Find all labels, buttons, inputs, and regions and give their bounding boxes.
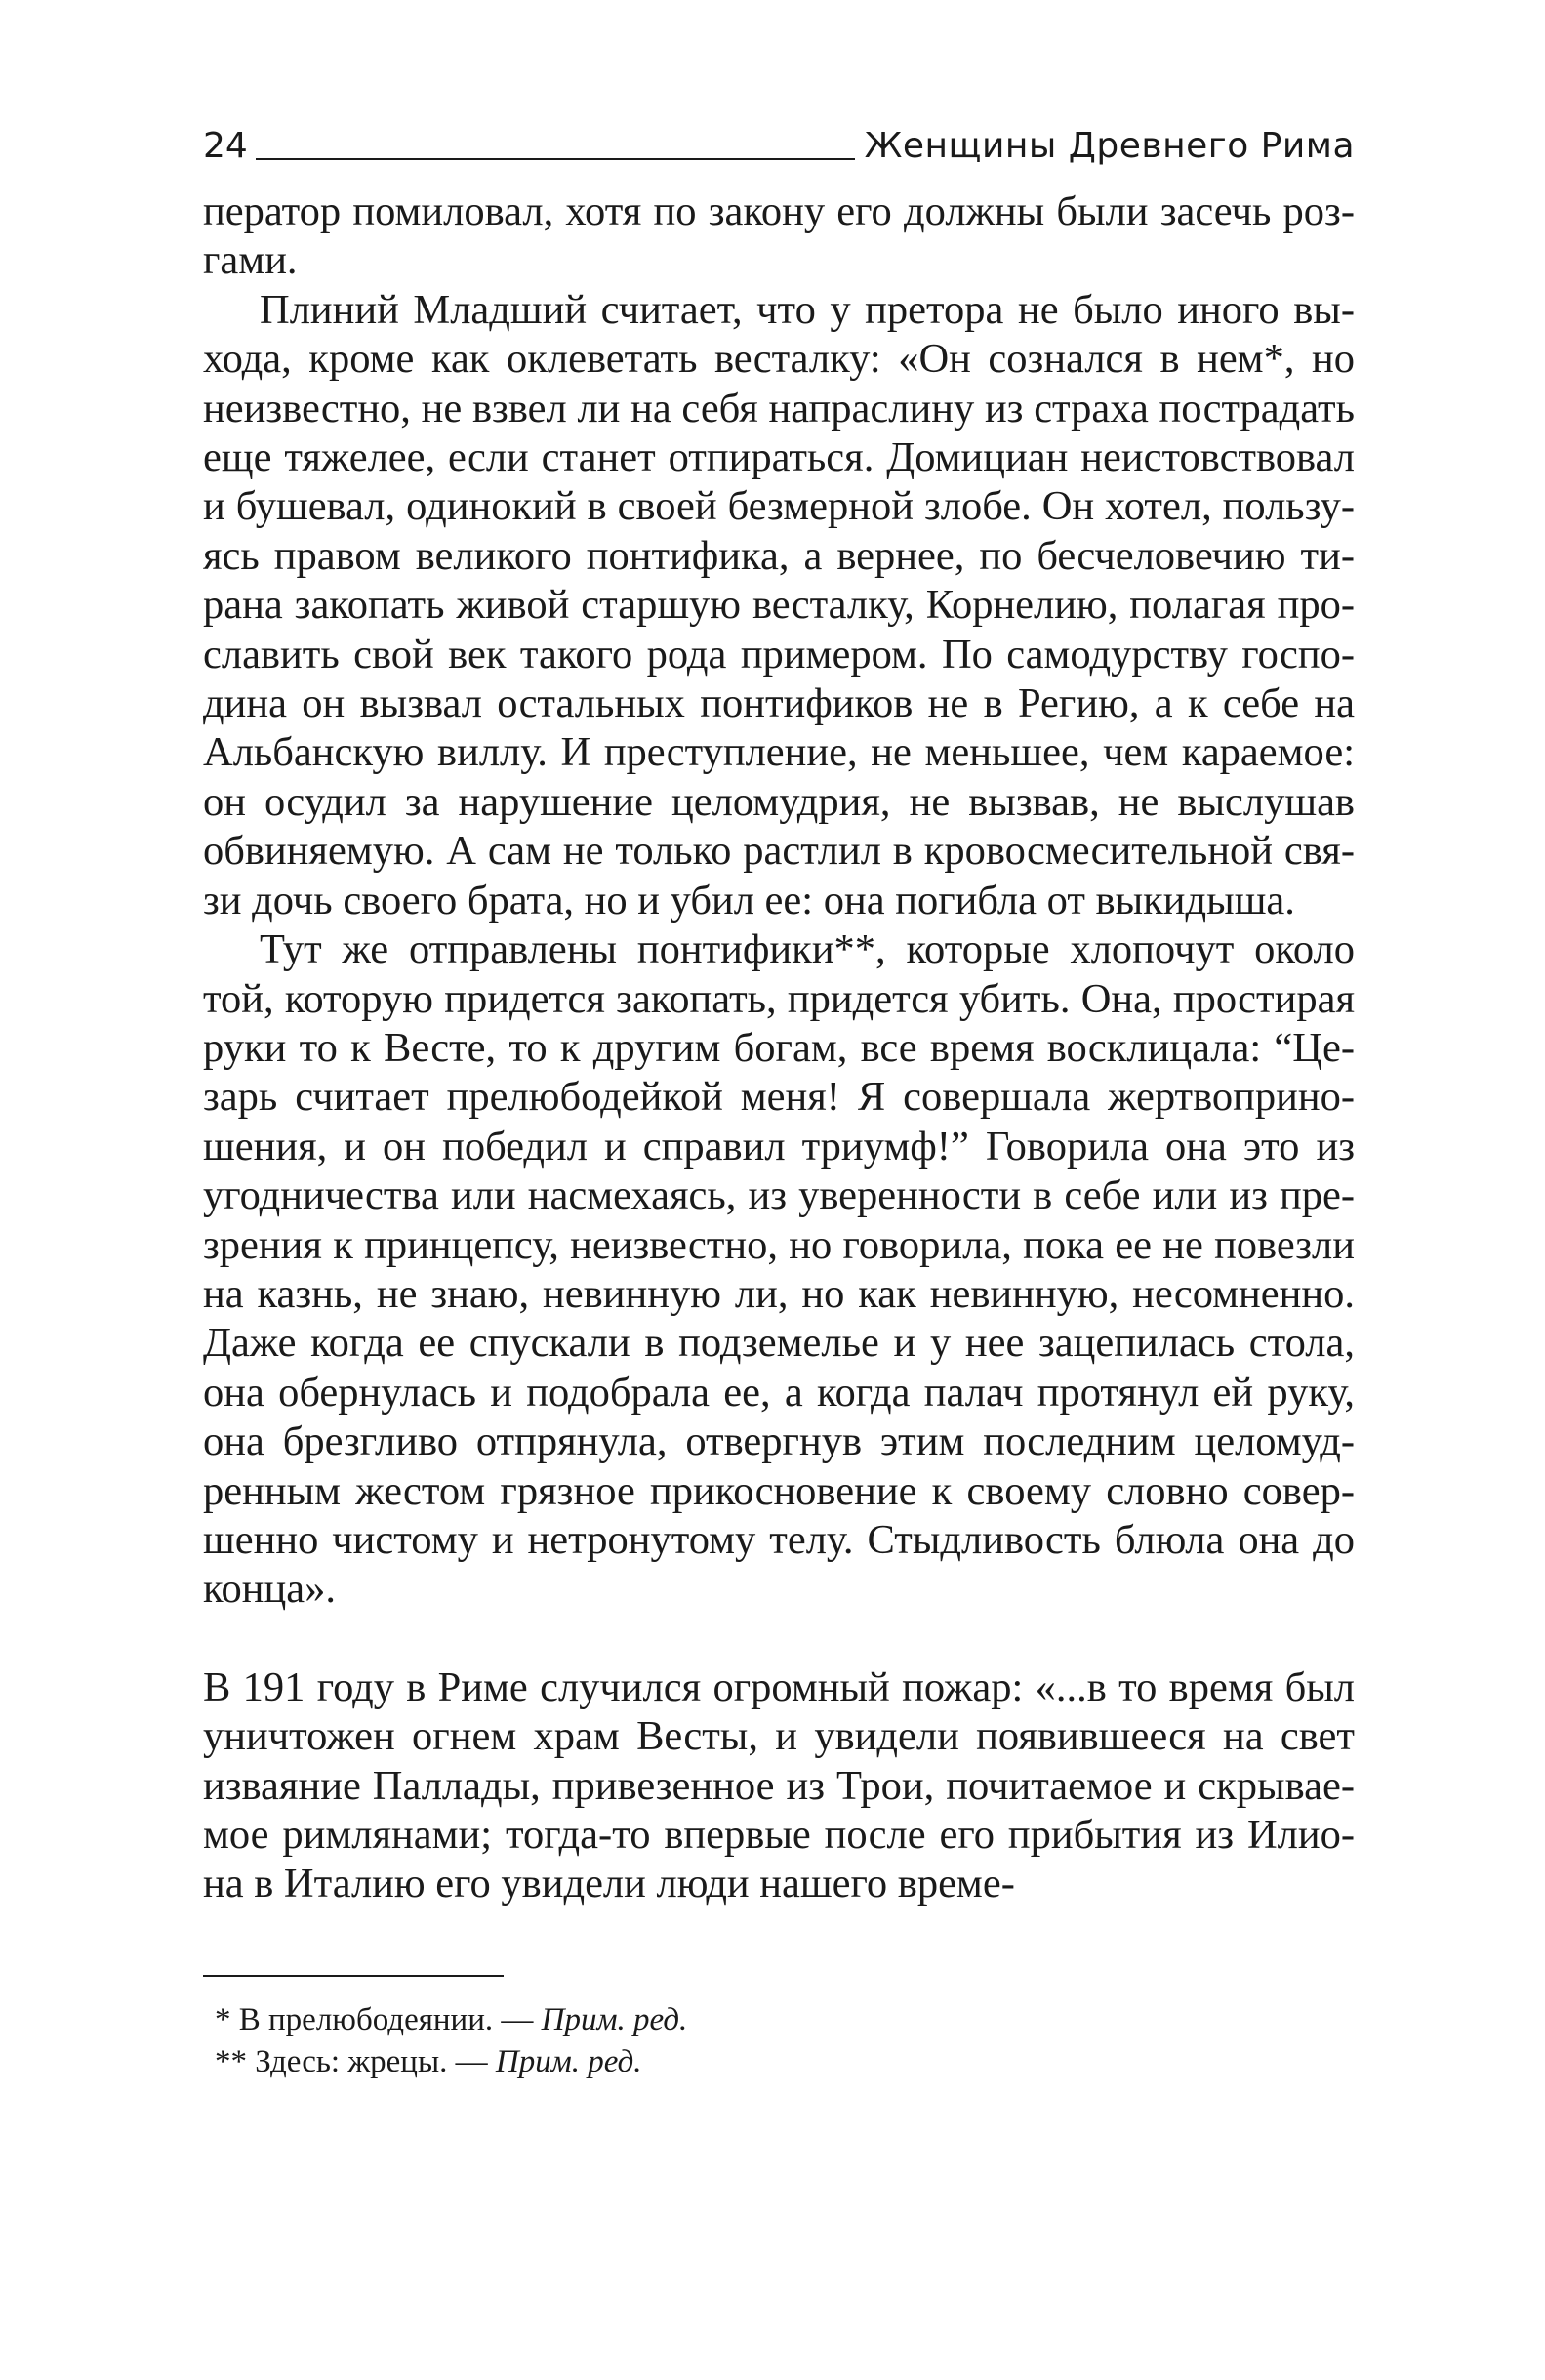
- footnote-note: Прим. ред.: [495, 2044, 642, 2079]
- running-header: [203, 107, 1355, 166]
- header-rule: [256, 158, 855, 160]
- footnote-divider: [203, 1975, 504, 1977]
- body-text: [203, 187, 1355, 1909]
- paragraph-continuation: ператор помиловал, хотя по закону его должны были засечь розгами.: [203, 188, 1355, 284]
- paragraph-pliny: Плиний Младший считает, что у претора не было иного выхода, кроме как оклеветать весталку: «Он сознался в нем*, но неизвестно, не взвел ли на себя напраслину из страха пострадать еще тяжелее, если станет отпираться. Домициан неистовствовал и бушевал, одинокий в своей безмерной злобе. Он хотел, пользуясь правом великого понтифика, а вернее, по бесчеловечию тирана закопать живой старшую весталку, Корнелию, полагая прославить свой век такого рода примером. По самодурству господина он вызвал остальных понтификов не в Регию, а к себе на Альбанскую виллу. И преступление, не меньшее, чем караемое: он осудил за нарушение целомудрия, не вызвав, не выслушав обвиняемую. А сам не только растлил в кровосмесительной связи дочь своего брата, но и убил ее: она погибла от выкидыша.: [203, 286, 1355, 923]
- footnote-2: [215, 2041, 1288, 2083]
- footnotes: [215, 1999, 1288, 2083]
- book-title: Женщины Древнего Рима: [864, 126, 1355, 166]
- footnote-1: [215, 1999, 1288, 2041]
- footnote-text: В прелюбодеянии. —: [238, 2002, 542, 2037]
- footnote-text: Здесь: жрецы. —: [255, 2044, 496, 2079]
- paragraph-fire: В 191 году в Риме случился огромный пожар: «...в то время был уничтожен огнем храм Весты, и увидели появившееся на свет изваяние Паллады, привезенное из Трои, почитаемое и скрываемое римлянами; тогда-то впервые после его прибытия из Илиона в Италию его увидели люди нашего време-: [203, 1663, 1355, 1908]
- footnote-note: Прим. ред.: [541, 2002, 688, 2037]
- footnote-marker: **: [215, 2044, 247, 2079]
- footnote-marker: *: [215, 2002, 231, 2037]
- paragraph-pontiffs: Тут же отправлены понтифики**, которые хлопочут около той, которую придется закопать, придется убить. Она, простирая руки то к Весте, то к другим богам, все время восклицала: “Цезарь считает прелюбодейкой меня! Я совершала жертвоприношения, и он победил и справил триумф!” Говорила она это из угодничества или насмехаясь, из уверенности в себе или из презрения к принцепсу, неизвестно, но говорила, пока ее не повезли на казнь, не знаю, невинную ли, но как невинную, несомненно. Даже когда ее спускали в подземелье и у нее зацепилась стола, она обернулась и подобрала ее, а когда палач протянул ей руку, она брезгливо отпрянула, отвергнув этим последним целомудренным жестом грязное прикосновение к своему словно совершенно чистому и нетронутому телу. Стыдливость блюла она до конца».: [203, 926, 1355, 1613]
- page-number: 24: [203, 126, 248, 166]
